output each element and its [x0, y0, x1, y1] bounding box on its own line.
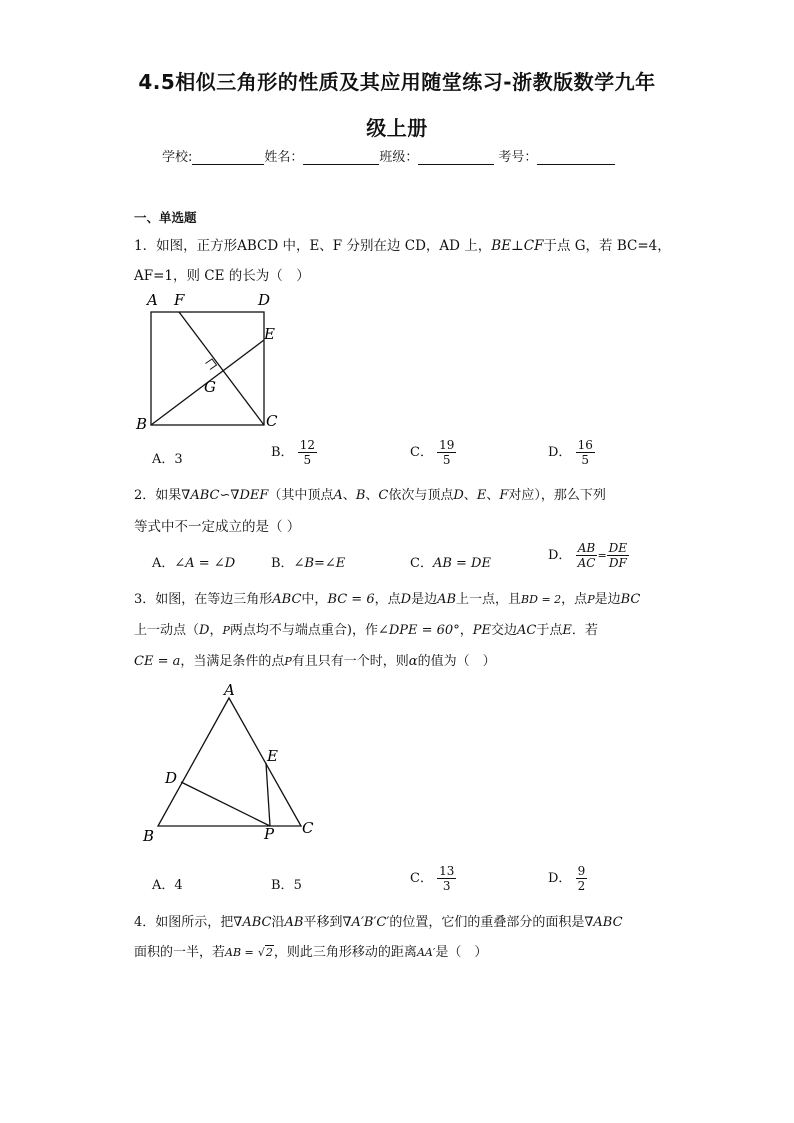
class-label: 班级： [379, 150, 419, 165]
q1-label-b: B [136, 415, 148, 433]
q4-line1: 4．如图所示，把∇ABC沿AB平移到∇A′B′C′的位置，它们的重叠部分的面积是∇ABC [134, 915, 623, 930]
segment-cf [179, 312, 264, 425]
school-field[interactable] [192, 150, 264, 165]
q3-line2: 上一动点（D，P两点均不与端点重合)，作∠DPE = 60°，PE交边AC于点E．若 [134, 623, 598, 638]
q1-option-b[interactable]: B． $\frac{12}{5}$ [271, 438, 315, 467]
q1-label-e: E [264, 325, 275, 343]
section-heading: 一、单选题 [134, 210, 197, 225]
q1-option-d[interactable]: D． $\frac{16}{5}$ [548, 438, 593, 467]
q1-text-a: 1．如图，正方形ABCD 中，E、F 分别在边 CD，AD 上， [134, 238, 492, 254]
class-field[interactable] [418, 150, 494, 165]
q2-option-b[interactable]: B．∠B=∠E [271, 556, 346, 571]
student-info-line [162, 146, 615, 165]
q3-option-c[interactable]: C． $\frac{13}{3}$ [410, 864, 455, 893]
q3-option-b[interactable]: B．5 [271, 878, 302, 893]
q1-square-figure [130, 288, 290, 436]
exam-no-field[interactable] [537, 150, 615, 165]
q2-option-c[interactable]: C．AB = DE [410, 556, 491, 571]
q1-label-d: D [258, 291, 271, 309]
school-label: 学校: [162, 150, 193, 165]
q2-line2: 等式中不一定成立的是（ ） [134, 519, 301, 535]
q1-label-f: F [174, 291, 185, 309]
q2-option-d[interactable]: D． $\frac{AB}{AC}$ = $\frac{DE}{DF}$ [548, 541, 628, 570]
q2-similar-expr: ∇ABC∽∇DEF [181, 488, 269, 503]
q4-line2: 面积的一半，若AB = √2，则此三角形移动的距离AA′是（ ） [134, 945, 488, 960]
q3-label-p: P [264, 825, 275, 843]
q3-label-b: B [143, 827, 155, 845]
q1-option-a[interactable]: A．3 [152, 452, 183, 467]
name-label: 姓名： [264, 150, 304, 165]
q1-text-b: 于点 G，若 BC=4， [543, 238, 671, 254]
q1-label-a: A [147, 291, 158, 309]
q1-math-perp: BE⊥CF [491, 238, 544, 254]
q1-line2: AF=1，则 CE 的长为（ ） [134, 268, 310, 284]
q3-option-d[interactable]: D． $\frac{9}{2}$ [548, 864, 586, 893]
q1-label-c: C [266, 412, 278, 430]
q1-option-c[interactable]: C． $\frac{19}{5}$ [410, 438, 455, 467]
exam-no-label: 考号： [498, 150, 538, 165]
segment-pe [266, 763, 270, 826]
q3-label-a: A [224, 681, 235, 699]
document-title-line2: 级上册 [366, 116, 428, 140]
q3-line3: CE = a，当满足条件的点P有且只有一个时，则α的值为（ ） [134, 654, 496, 669]
q3-label-d: D [165, 769, 178, 787]
name-field[interactable] [303, 150, 379, 165]
square-abcd [151, 312, 264, 425]
q3-option-a[interactable]: A．4 [152, 878, 183, 893]
q1-label-g: G [204, 378, 216, 396]
q2-line1: 2．如果∇ABC∽∇DEF（其中顶点A、B、C依次与顶点D、E、F对应），那么下列 [134, 488, 606, 503]
segment-dp [181, 782, 270, 826]
q3-label-c: C [302, 819, 314, 837]
q3-label-e: E [267, 747, 278, 765]
q1-line1 [134, 234, 671, 254]
q3-triangle-figure [136, 680, 326, 846]
q3-line1: 3．如图，在等边三角形ABC中，BC = 6，点D是边AB上一点，且BD = 2，点P是边BC [134, 592, 641, 607]
triangle-abc [158, 698, 301, 826]
q2-option-a[interactable]: A．∠A = ∠D [152, 556, 236, 571]
document-title-line1: 4.5相似三角形的性质及其应用随堂练习-浙教版数学九年 [138, 70, 656, 94]
